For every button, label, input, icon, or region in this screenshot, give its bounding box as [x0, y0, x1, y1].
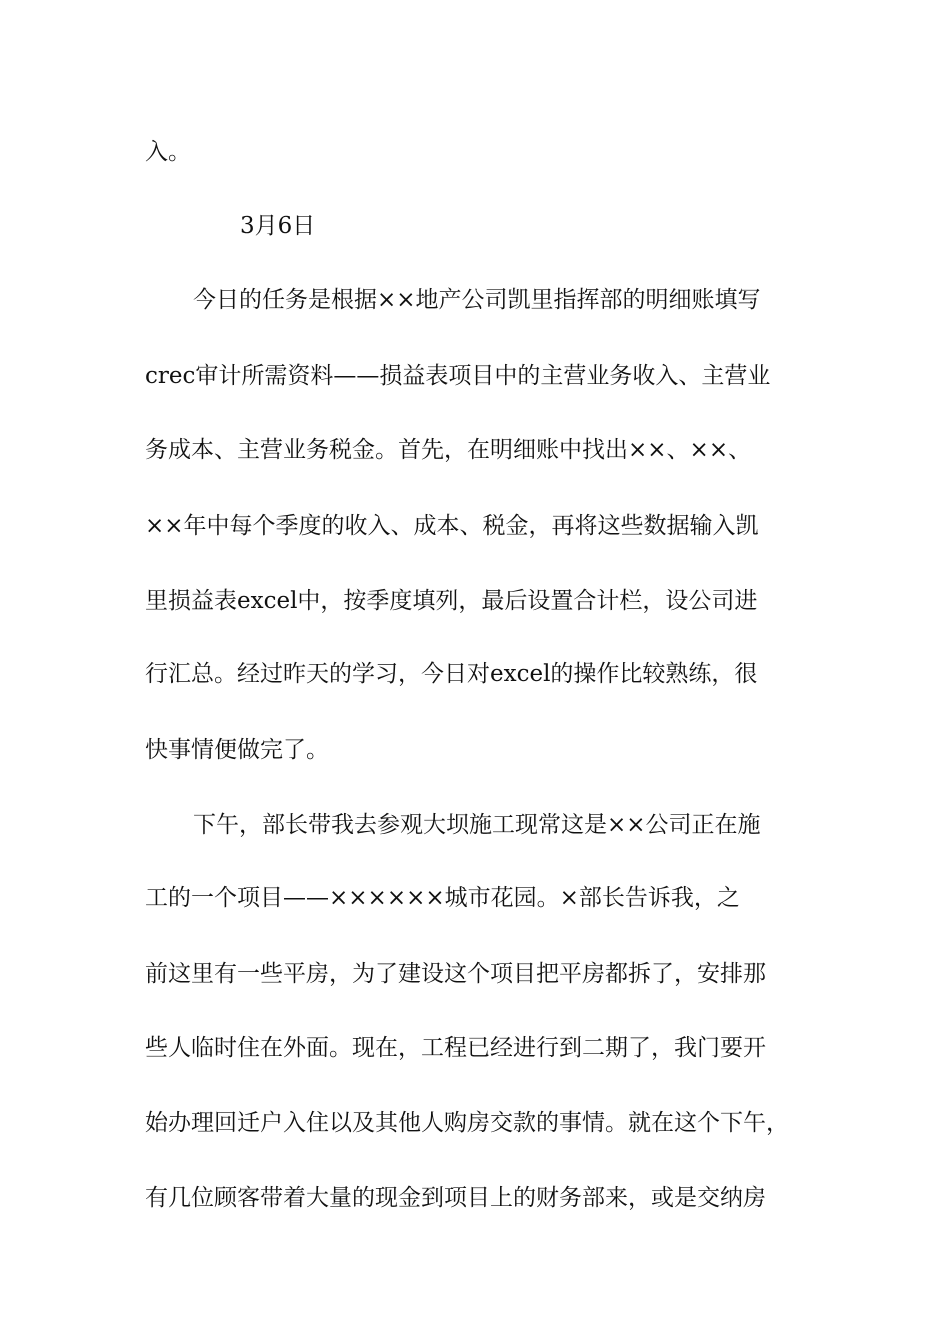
text-line: 有几位顾客带着大量的现金到项目上的财务部来，或是交纳房: [145, 1185, 766, 1211]
text-line: 快事情便做完了。: [145, 737, 329, 763]
text-line: 里损益表excel中，按季度填列，最后设置合计栏，设公司进: [145, 588, 758, 614]
text-line: 些人临时住在外面。现在，工程已经进行到二期了，我门要开: [145, 1035, 766, 1061]
text-line: 始办理回迁户入住以及其他人购房交款的事情。就在这个下午，: [145, 1110, 789, 1136]
text-line: 行汇总。经过昨天的学习，今日对excel的操作比较熟练，很: [145, 661, 758, 687]
text-line: 入。: [145, 139, 191, 165]
text-line: crec审计所需资料——损益表项目中的主营业务收入、主营业: [145, 363, 771, 389]
text-line: 务成本、主营业务税金。首先，在明细账中找出××、××、: [145, 437, 752, 463]
text-line: 下午，部长带我去参观大坝施工现常这是××公司正在施: [193, 812, 761, 838]
text-line: 前这里有一些平房，为了建设这个项目把平房都拆了，安排那: [145, 961, 766, 987]
text-line: 今日的任务是根据××地产公司凯里指挥部的明细账填写: [193, 287, 761, 313]
text-line: ××年中每个季度的收入、成本、税金，再将这些数据输入凯: [145, 513, 759, 539]
text-line: 工的一个项目——××××××城市花园。×部长告诉我，之: [145, 885, 740, 911]
date-heading: 3月6日: [240, 213, 316, 239]
